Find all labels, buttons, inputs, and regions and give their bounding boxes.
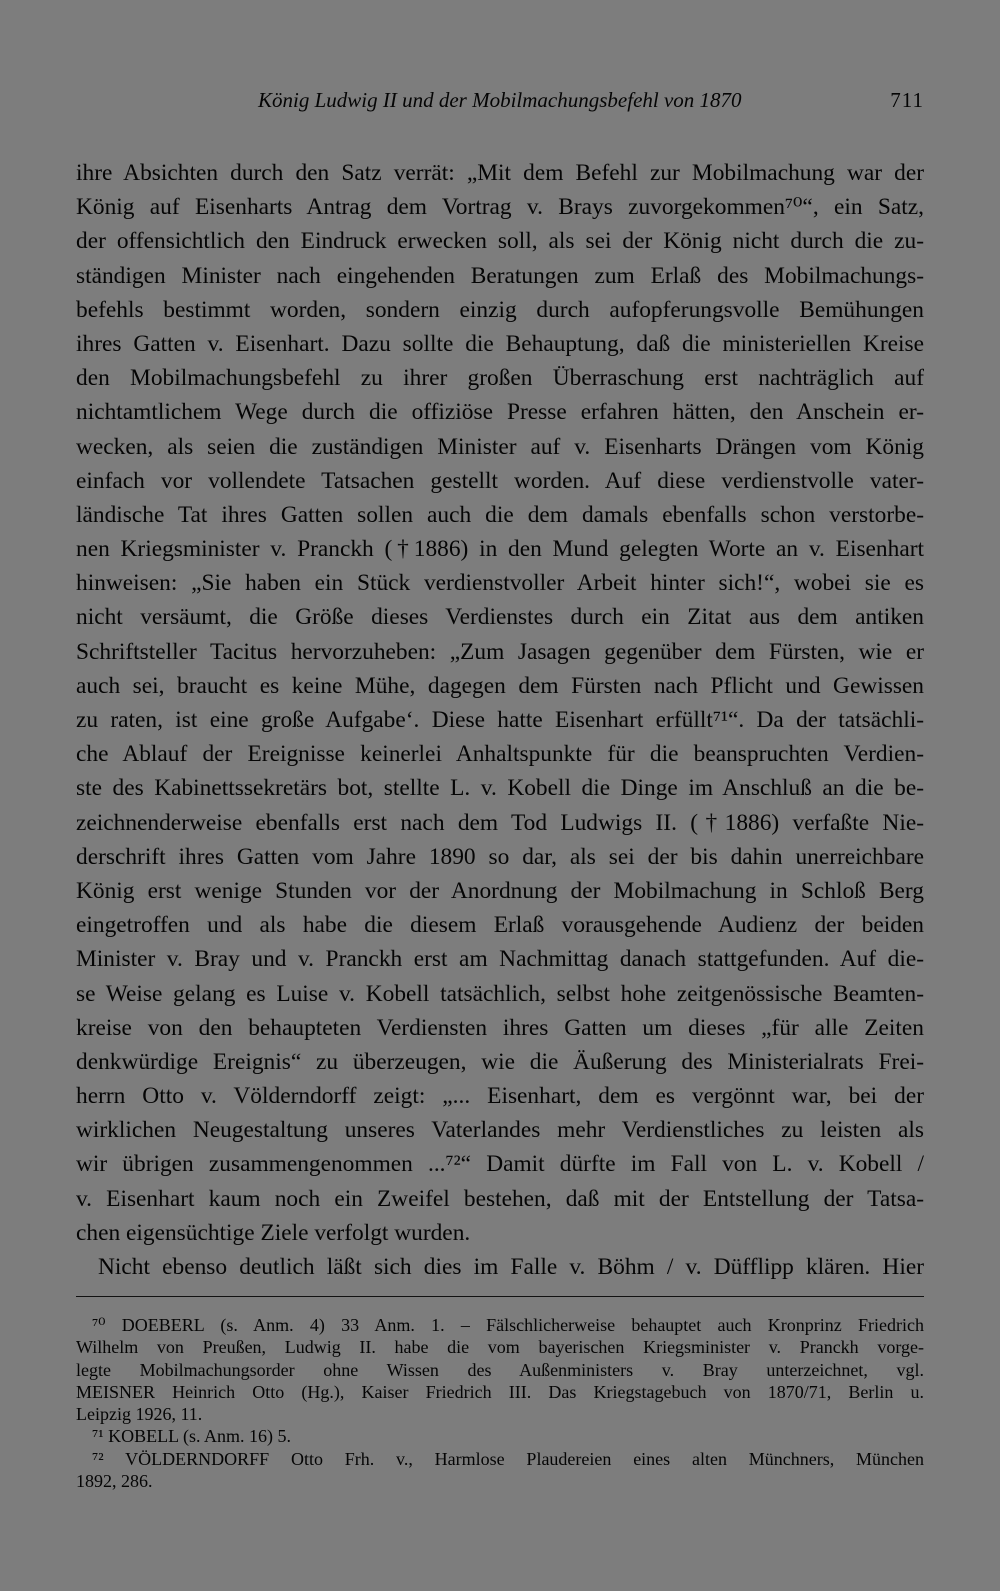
text-line: ste des Kabinettssekretärs bot, stellte L. v. Kobell die Dinge im Anschluß an die be- [76,775,924,802]
text-line: zu raten, ist eine große Aufgabe‘. Diese hatte Eisenhart erfüllt⁷¹“. Da der tatsächli- [76,707,924,733]
text-line: auch sei, braucht es keine Mühe, dagegen dem Fürsten nach Pflicht und Gewissen [76,672,924,699]
text-line: eingetroffen und als habe die diesem Erlaß vorausgehende Audienz der beiden [76,912,924,939]
text-line: nichtamtlichem Wege durch die offiziöse Presse erfahren hätten, den Anschein er- [76,399,924,426]
text-line: ständigen Minister nach eingehenden Beratungen zum Erlaß des Mobilmachungs- [76,262,924,289]
footnotes [76,1314,924,1492]
text-line: befehls bestimmt worden, sondern einzig durch aufopferungsvolle Bemühungen [76,296,924,323]
footnote-line: ⁷² VÖLDERNDORFF Otto Frh. v., Harmlose Plaudereien eines alten Münchners, München [92,1448,924,1469]
text-line: zeichnenderweise ebenfalls erst nach dem Tod Ludwigs II. (†1886) verfaßte Nie- [76,809,924,836]
footnote-line: ⁷¹ KOBELL (s. Anm. 16) 5. [92,1426,291,1447]
footnote-line: 1892, 286. [76,1471,153,1492]
text-line: herrn Otto v. Völderndorff zeigt: „... Eisenhart, dem es vergönnt war, bei der [76,1083,924,1110]
text-line: König auf Eisenharts Antrag dem Vortrag v. Brays zuvorgekommen⁷⁰“, ein Satz, [76,194,924,221]
text-line: denkwürdige Ereignis“ zu überzeugen, wie die Äußerung des Ministerialrats Frei- [76,1048,924,1075]
text-line: wir übrigen zusammengenommen ...⁷²“ Damit dürfte im Fall von L. v. Kobell / [76,1151,924,1178]
text-line: nen Kriegsminister v. Pranckh (†1886) in den Mund gelegten Worte an v. Eisenhart [76,536,924,563]
text-line: wirklichen Neugestaltung unseres Vaterlandes mehr Verdienstliches zu leisten als [76,1117,924,1144]
text-line: che Ablauf der Ereignisse keinerlei Anhaltspunkte für die beanspruchten Verdien- [76,741,924,768]
text-line: hinweisen: „Sie haben ein Stück verdienstvoller Arbeit hinter sich!“, wobei sie es [76,570,924,597]
footnote-rule [76,1296,924,1297]
page-header [76,88,924,118]
footnote-line: Wilhelm von Preußen, Ludwig II. habe die vom bayerischen Kriegsminister v. Pranckh vorge- [76,1337,924,1358]
page-number: 711 [890,88,924,112]
running-title: König Ludwig II und der Mobilmachungsbefehl von 1870 [258,88,742,112]
text-line: König erst wenige Stunden vor der Anordnung der Mobilmachung in Schloß Berg [76,877,924,904]
text-line: den Mobilmachungsbefehl zu ihrer großen Überraschung erst nachträglich auf [76,365,924,392]
text-line: wecken, als seien die zuständigen Minister auf v. Eisenharts Drängen vom König [76,433,924,460]
text-line: ländische Tat ihres Gatten sollen auch die dem damals ebenfalls schon verstorbe- [76,501,924,528]
footnote-line: Leipzig 1926, 11. [76,1404,203,1425]
text-line: derschrift ihres Gatten vom Jahre 1890 so dar, als sei der bis dahin unerreichbare [76,843,924,870]
text-line: v. Eisenhart kaum noch ein Zweifel bestehen, daß mit der Entstellung der Tatsa- [76,1185,924,1212]
text-line: der offensichtlich den Eindruck erwecken soll, als sei der König nicht durch die zu- [76,228,924,255]
text-line: ihres Gatten v. Eisenhart. Dazu sollte die Behauptung, daß die ministeriellen Kreise [76,330,924,357]
text-line: Nicht ebenso deutlich läßt sich dies im Falle v. Böhm / v. Düfflipp klären. Hier [98,1254,924,1280]
text-line: Minister v. Bray und v. Pranckh erst am Nachmittag danach stattgefunden. Auf die- [76,946,924,973]
footnote-line: MEISNER Heinrich Otto (Hg.), Kaiser Friedrich III. Das Kriegstagebuch von 1870/71, Berlin u. [76,1381,924,1402]
text-line: kreise von den behaupteten Verdiensten ihres Gatten um dieses „für alle Zeiten [76,1014,924,1041]
footnote-line: ⁷⁰ DOEBERL (s. Anm. 4) 33 Anm. 1. – Fälschlicherweise behauptet auch Kronprinz Friedrich [92,1315,924,1335]
text-line: ihre Absichten durch den Satz verrät: „Mit dem Befehl zur Mobilmachung war der [76,160,924,186]
text-line: se Weise gelang es Luise v. Kobell tatsächlich, selbst hohe zeitgenössische Beamten- [76,980,924,1007]
body-text [76,156,924,1284]
text-line: chen eigensüchtige Ziele verfolgt wurden. [76,1219,471,1246]
text-line: Schriftsteller Tacitus hervorzuheben: „Zum Jasagen gegenüber dem Fürsten, wie er [76,638,924,665]
text-line: nicht versäumt, die Größe dieses Verdienstes durch ein Zitat aus dem antiken [76,604,924,631]
text-line: einfach vor vollendete Tatsachen gestellt worden. Auf diese verdienstvolle vater- [76,467,924,494]
footnote-line: legte Mobilmachungsorder ohne Wissen des Außenministers v. Bray unterzeichnet, vgl. [76,1359,924,1380]
